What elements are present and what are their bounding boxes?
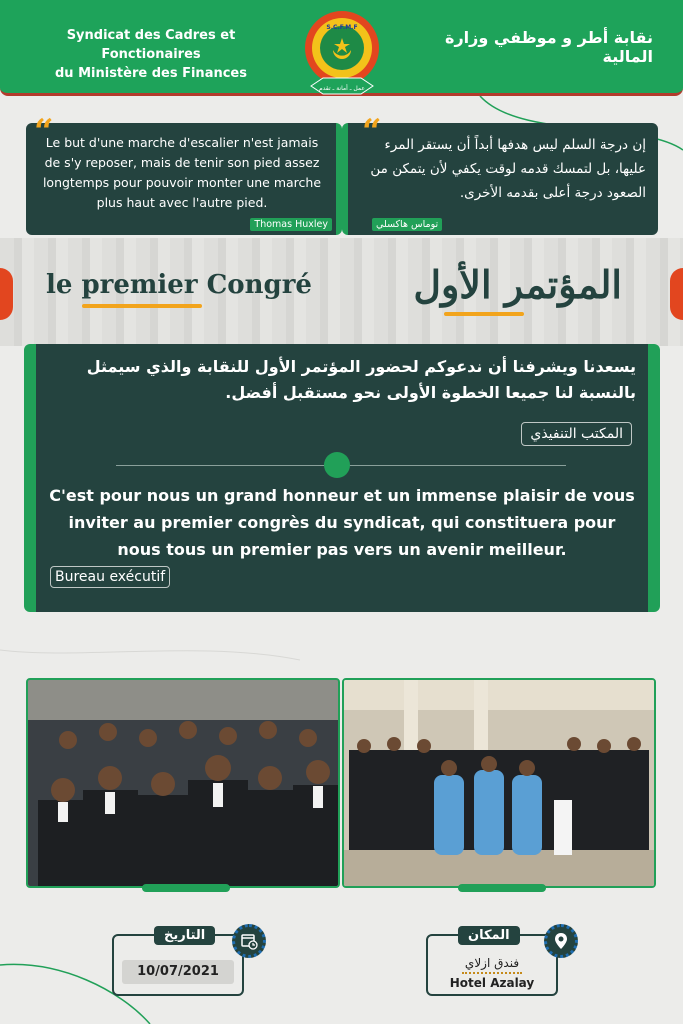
left-accent-shape xyxy=(0,268,13,320)
calendar-clock-icon xyxy=(232,924,266,958)
place-value-fr: Hotel Azalay xyxy=(449,976,535,990)
quote-author-ar: توماس هاكسلي xyxy=(372,218,442,231)
header-title-fr-line1: Syndicat des Cadres et Fonctionaires xyxy=(66,28,236,62)
quote-mark-icon: “ xyxy=(362,112,382,152)
date-value: 10/07/2021 xyxy=(122,960,234,984)
invitation-text-ar: يسعدنا ويشرفنا أن ندعوكم لحضور المؤتمر الأول للنقابة والذي سيمثل بالنسبة لنا جميعا الخطوة الأولى نحو مستقبل أفضل. xyxy=(86,357,636,402)
title-ar-underline xyxy=(444,312,524,316)
right-accent-shape xyxy=(670,268,683,320)
photo-right-tab xyxy=(458,884,546,892)
header-title-ar: نقابة أطر و موظفي وزارة المالية xyxy=(445,28,653,66)
date-box xyxy=(112,928,244,996)
map-pin-icon xyxy=(544,924,578,958)
date-label: التاريخ xyxy=(154,926,215,945)
divider-dot xyxy=(324,452,350,478)
title-fr xyxy=(46,270,312,300)
photo-left-tab xyxy=(142,884,230,892)
title-fr-main: premier xyxy=(81,270,198,300)
signature-ar: المكتب التنفيذي xyxy=(521,422,632,446)
quote-text-ar: إن درجة السلم ليس هدفها أبداً أن يستقر المرء عليها، بل لتمسك قدمه لوقت يكفي لأن يتمكن من الصعود درجة أعلى بقدمه الأخرى. xyxy=(370,137,646,201)
quote-mark-icon: “ xyxy=(34,112,54,152)
photo-group-right xyxy=(342,678,656,888)
place-dotted-divider xyxy=(462,972,522,974)
photo-group-left xyxy=(26,678,340,888)
place-box xyxy=(426,928,558,996)
title-fr-underline xyxy=(82,304,202,308)
quote-text-fr: Le but d'une marche d'escalier n'est jamais de s'y reposer, mais de tenir son pied assez longtemps pour pouvoir monter une marche plus haut avec l'autre pied. xyxy=(42,135,322,210)
logo-acronym: S.C.F.M.F xyxy=(326,24,358,31)
place-label: المكان xyxy=(458,926,520,945)
quote-author-fr: Thomas Huxley xyxy=(250,218,332,231)
syndicate-logo xyxy=(303,8,381,100)
place-value-ar: فندق ازلاي xyxy=(464,956,520,970)
title-fr-suffix: Congré xyxy=(197,270,312,300)
signature-fr: Bureau exécutif xyxy=(50,566,170,588)
header-title-fr xyxy=(16,26,286,83)
quote-card-fr xyxy=(26,112,342,235)
invitation-box xyxy=(24,344,660,612)
quote-card-ar xyxy=(342,112,658,235)
header-title-fr-line2: du Ministère des Finances xyxy=(55,66,247,81)
logo-motto: عمل ـ أمانة ـ تقدم xyxy=(319,85,365,92)
invitation-text-fr: C'est pour nous un grand honneur et un immense plaisir de vous inviter au premier congrès du syndicat, qui constituera pour nous tous un premier pas vers un avenir meilleur. xyxy=(49,486,635,559)
title-ar: المؤتمر الأول xyxy=(413,262,622,307)
title-fr-prefix: le xyxy=(46,270,82,300)
